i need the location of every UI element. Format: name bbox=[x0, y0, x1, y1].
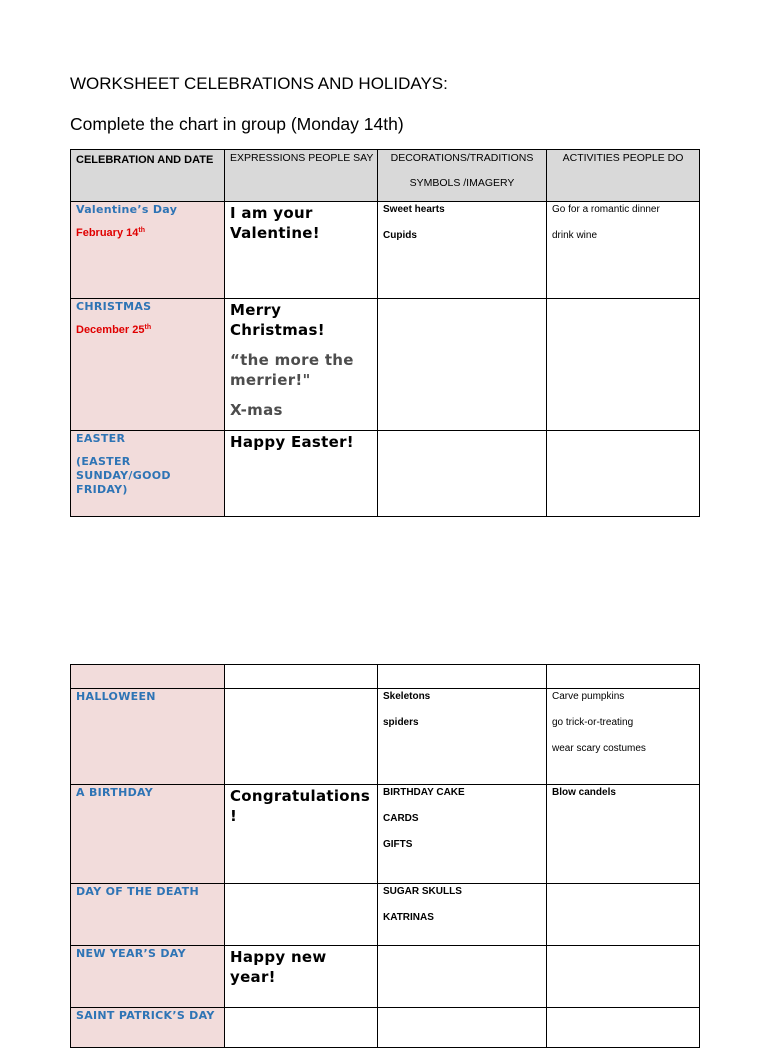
decorations-cell bbox=[378, 884, 547, 946]
activities-cell bbox=[547, 202, 700, 299]
expression-text: X-mas bbox=[230, 401, 283, 419]
celebrations-table-1 bbox=[70, 149, 700, 517]
celebration-name: EASTER bbox=[76, 432, 126, 445]
activities-cell bbox=[547, 431, 700, 517]
decorations-cell bbox=[378, 785, 547, 884]
header-decorations-line2: SYMBOLS /IMAGERY bbox=[409, 177, 515, 189]
celebration-cell bbox=[71, 1008, 225, 1048]
activities-cell bbox=[547, 689, 700, 785]
activities-cell bbox=[547, 785, 700, 884]
table-row-saint-patricks-day bbox=[71, 1008, 700, 1048]
table-row-new-years-day bbox=[71, 946, 700, 1008]
activity-item: wear scary costumes bbox=[552, 743, 646, 754]
celebration-cell bbox=[71, 431, 225, 517]
decorations-cell bbox=[378, 665, 547, 689]
activities-cell bbox=[547, 946, 700, 1008]
celebration-date: February 14th bbox=[76, 227, 145, 239]
celebration-name: Valentine’s Day bbox=[76, 203, 178, 216]
activity-item: Blow candels bbox=[552, 787, 616, 798]
decorations-cell bbox=[378, 431, 547, 517]
expressions-cell bbox=[225, 785, 378, 884]
table-header-row bbox=[71, 150, 700, 202]
celebration-cell bbox=[71, 689, 225, 785]
table-row-blank bbox=[71, 665, 700, 689]
header-cell-celebration bbox=[71, 150, 225, 202]
activities-cell bbox=[547, 884, 700, 946]
activities-cell bbox=[547, 665, 700, 689]
decoration-item: SUGAR SKULLS bbox=[383, 886, 462, 897]
activities-cell bbox=[547, 1008, 700, 1048]
table-row-christmas bbox=[71, 299, 700, 431]
decoration-item: spiders bbox=[383, 717, 419, 728]
celebration-name: A BIRTHDAY bbox=[76, 786, 154, 799]
celebration-cell bbox=[71, 884, 225, 946]
expression-text: “the more the merrier!" bbox=[230, 351, 354, 389]
activity-item: go trick-or-treating bbox=[552, 717, 634, 728]
decorations-cell bbox=[378, 946, 547, 1008]
decoration-item: Skeletons bbox=[383, 691, 431, 702]
activity-item: Carve pumpkins bbox=[552, 691, 625, 702]
celebration-cell bbox=[71, 299, 225, 431]
decoration-item: BIRTHDAY CAKE bbox=[383, 787, 465, 798]
celebration-date: December 25th bbox=[76, 324, 152, 336]
expressions-cell bbox=[225, 946, 378, 1008]
expressions-cell bbox=[225, 665, 378, 689]
worksheet-instructions: Complete the chart in group (Monday 14th) bbox=[70, 114, 404, 134]
decorations-cell bbox=[378, 1008, 547, 1048]
decorations-cell bbox=[378, 299, 547, 431]
header-activities: ACTIVITIES PEOPLE DO bbox=[562, 152, 684, 164]
celebration-cell bbox=[71, 785, 225, 884]
decoration-item: CARDS bbox=[383, 813, 419, 824]
header-cell-expressions bbox=[225, 150, 378, 202]
expressions-cell bbox=[225, 689, 378, 785]
table-row-halloween bbox=[71, 689, 700, 785]
activity-item: drink wine bbox=[552, 230, 598, 241]
expressions-cell bbox=[225, 299, 378, 431]
decoration-item: Cupids bbox=[383, 230, 417, 241]
decoration-item: KATRINAS bbox=[383, 912, 434, 923]
expressions-cell bbox=[225, 1008, 378, 1048]
decorations-cell bbox=[378, 689, 547, 785]
decorations-cell bbox=[378, 202, 547, 299]
expression-text: I am your Valentine! bbox=[230, 204, 320, 242]
table-row-valentine bbox=[71, 202, 700, 299]
expression-text: Merry Christmas! bbox=[230, 301, 325, 339]
celebration-name: HALLOWEEN bbox=[76, 690, 156, 703]
header-decorations-line1: DECORATIONS/TRADITIONS bbox=[390, 152, 534, 164]
table-row-birthday bbox=[71, 785, 700, 884]
celebration-subtitle: (EASTER SUNDAY/GOOD FRIDAY) bbox=[76, 455, 171, 496]
table-row-day-of-the-death bbox=[71, 884, 700, 946]
celebration-cell bbox=[71, 946, 225, 1008]
celebration-name: DAY OF THE DEATH bbox=[76, 885, 199, 898]
header-expressions: EXPRESSIONS PEOPLE SAY bbox=[230, 152, 374, 164]
expressions-cell bbox=[225, 884, 378, 946]
expression-text: Congratulations ! bbox=[230, 787, 371, 825]
celebrations-table-2 bbox=[70, 664, 700, 1048]
celebration-name: CHRISTMAS bbox=[76, 300, 152, 313]
activity-item: Go for a romantic dinner bbox=[552, 204, 660, 215]
activities-cell bbox=[547, 299, 700, 431]
celebration-cell bbox=[71, 665, 225, 689]
header-cell-decorations bbox=[378, 150, 547, 202]
expression-text: Happy new year! bbox=[230, 948, 327, 986]
expressions-cell bbox=[225, 202, 378, 299]
decoration-item: Sweet hearts bbox=[383, 204, 445, 215]
celebration-name: NEW YEAR’S DAY bbox=[76, 947, 186, 960]
celebration-cell bbox=[71, 202, 225, 299]
table-row-easter bbox=[71, 431, 700, 517]
header-cell-activities bbox=[547, 150, 700, 202]
header-celebration-and-date: CELEBRATION AND DATE bbox=[76, 154, 214, 166]
celebration-name: SAINT PATRICK’S DAY bbox=[76, 1009, 215, 1022]
expression-text: Happy Easter! bbox=[230, 433, 354, 451]
decoration-item: GIFTS bbox=[383, 839, 413, 850]
worksheet-title: WORKSHEET CELEBRATIONS AND HOLIDAYS: bbox=[70, 74, 448, 93]
expressions-cell bbox=[225, 431, 378, 517]
